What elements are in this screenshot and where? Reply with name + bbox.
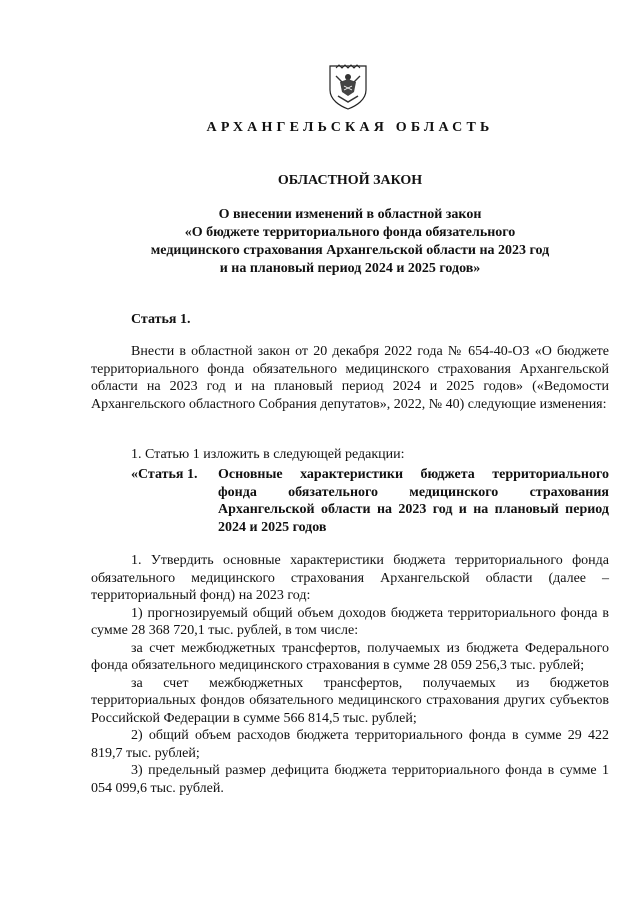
body-paragraph: 2) общий объем расходов бюджета территориального фонда в сумме 29 422 819,7 тыс. рублей; bbox=[91, 728, 609, 761]
law-title-line: и на плановый период 2024 и 2025 годов» bbox=[219, 261, 481, 276]
law-title-line: медицинского страхования Архангельской области на 2023 год bbox=[150, 243, 550, 258]
body-paragraph: 3) предельный размер дефицита бюджета территориального фонда в сумме 1 054 099,6 тыс. рублей. bbox=[91, 763, 609, 796]
region-name: АРХАНГЕЛЬСКАЯ ОБЛАСТЬ bbox=[206, 120, 494, 135]
law-type-heading: ОБЛАСТНОЙ ЗАКОН bbox=[277, 173, 423, 188]
body-paragraph: за счет межбюджетных трансфертов, получаемых из бюджетов территориальных фондов обязательного медицинского страхования других субъектов Российской Федерации в сумме 566 814,5 тыс. рублей; bbox=[91, 675, 609, 726]
law-title-line: О внесении изменений в областной закон bbox=[218, 207, 482, 222]
body-paragraph: за счет межбюджетных трансфертов, получаемых из бюджета Федерального фонда обязательного медицинского страхования в сумме 28 059 256,3 тыс. рублей; bbox=[91, 640, 609, 673]
article-body bbox=[91, 552, 609, 797]
amendment-item-1: 1. Статью 1 изложить в следующей редакции: bbox=[131, 447, 405, 462]
body-paragraph: 1. Утвердить основные характеристики бюджета территориального фонда обязательного медицинского страхования Архангельской области (далее – территориальный фонд) на 2023 год: bbox=[91, 553, 609, 603]
coat-of-arms-emblem bbox=[326, 62, 370, 110]
body-paragraph: 1) прогнозируемый общий объем доходов бюджета территориального фонда в сумме 28 368 720,1 тыс. рублей, в том числе: bbox=[91, 605, 609, 638]
article-heading: Статья 1. bbox=[131, 312, 191, 327]
quoted-article-label: «Статья 1. bbox=[131, 467, 198, 482]
law-title bbox=[120, 206, 580, 278]
intro-paragraph: Внести в областной закон от 20 декабря 2022 года № 654-40-ОЗ «О бюджете территориального фонда обязательного медицинского страхования Архангельской области на 2023 год и на плановый период 2024 и 2025 годов» («Ведомости Архангельского областного Собрания депутатов», 2022, № 40) следующие изменения: bbox=[91, 344, 609, 412]
quoted-article-title: Основные характеристики бюджета территориального фонда обязательного медицинского страхования Архангельской области на 2023 год и на плановый период 2024 и 2025 годов bbox=[218, 467, 609, 535]
article-intro bbox=[91, 343, 609, 413]
law-title-line: «О бюджете территориального фонда обязательного bbox=[184, 225, 516, 240]
